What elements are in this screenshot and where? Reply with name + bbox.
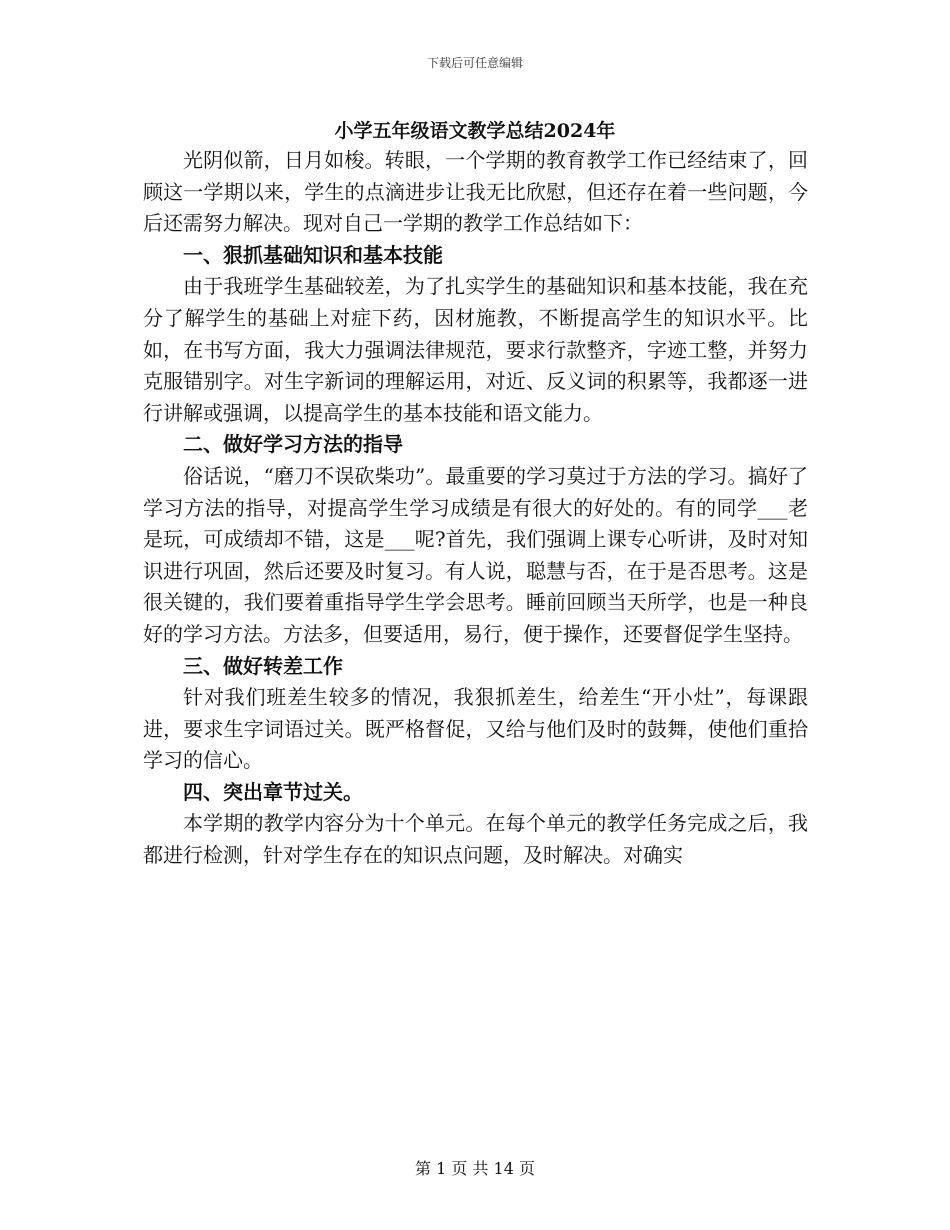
section-heading-4: 四、突出章节过关。 <box>183 779 363 804</box>
section-paragraph-1: 由于我班学生基础较差，为了扎实学生的基础知识和基本技能，我在充分了解学生的基础上对症下药，因材施教，不断提高学生的知识水平。比如，在书写方面，我大力强调法律规范，要求行款整齐，字迹工整，并努力克服错别字。对生字新词的理解运用，对近、反义词的积累等，我都逐一进行讲解或强调，以提高学生的基本技能和语文能力。 <box>143 274 808 425</box>
document-title: 小学五年级语文教学总结2024年 <box>334 120 616 142</box>
section-paragraph-3: 针对我们班差生较多的情况，我狠抓差生，给差生“开小灶”，每课跟进，要求生字词语过关。既严格督促，又给与他们及时的鼓舞，使他们重拾学习的信心。 <box>143 685 808 773</box>
section-heading-3: 三、做好转差工作 <box>183 653 343 678</box>
section-heading-1: 一、狠抓基础知识和基本技能 <box>183 242 443 267</box>
section-paragraph-2: 俗话说，“磨刀不误砍柴功”。最重要的学习莫过于方法的学习。搞好了学习方法的指导，对提高学生学习成绩是有很大的好处的。有的同学___老是玩，可成绩却不错，这是___呢?首先，我们强调上课专心听讲，及时对知识进行巩固，然后还要及时复习。有人说，聪慧与否，在于是否思考。这是很关键的，我们要着重指导学生学会思考。睡前回顾当天所学，也是一种良好的学习方法。方法多，但要适用，易行，便于操作，还要督促学生坚持。 <box>143 463 808 646</box>
document-body <box>143 145 808 872</box>
section-heading-2: 二、做好学习方法的指导 <box>183 432 403 457</box>
header-note: 下载后可任意编辑 <box>426 56 523 70</box>
page-number: 第 1 页 共 14 页 <box>415 1159 535 1178</box>
intro-paragraph: 光阴似箭，日月如梭。转眼，一个学期的教育教学工作已经结束了，回顾这一学期以来，学生的点滴进步让我无比欣慰，但还存在着一些问题，今后还需努力解决。现对自己一学期的教学工作总结如下： <box>143 148 808 236</box>
section-paragraph-4: 本学期的教学内容分为十个单元。在每个单元的教学任务完成之后，我都进行检测，针对学生存在的知识点问题，及时解决。对确实 <box>143 811 808 868</box>
